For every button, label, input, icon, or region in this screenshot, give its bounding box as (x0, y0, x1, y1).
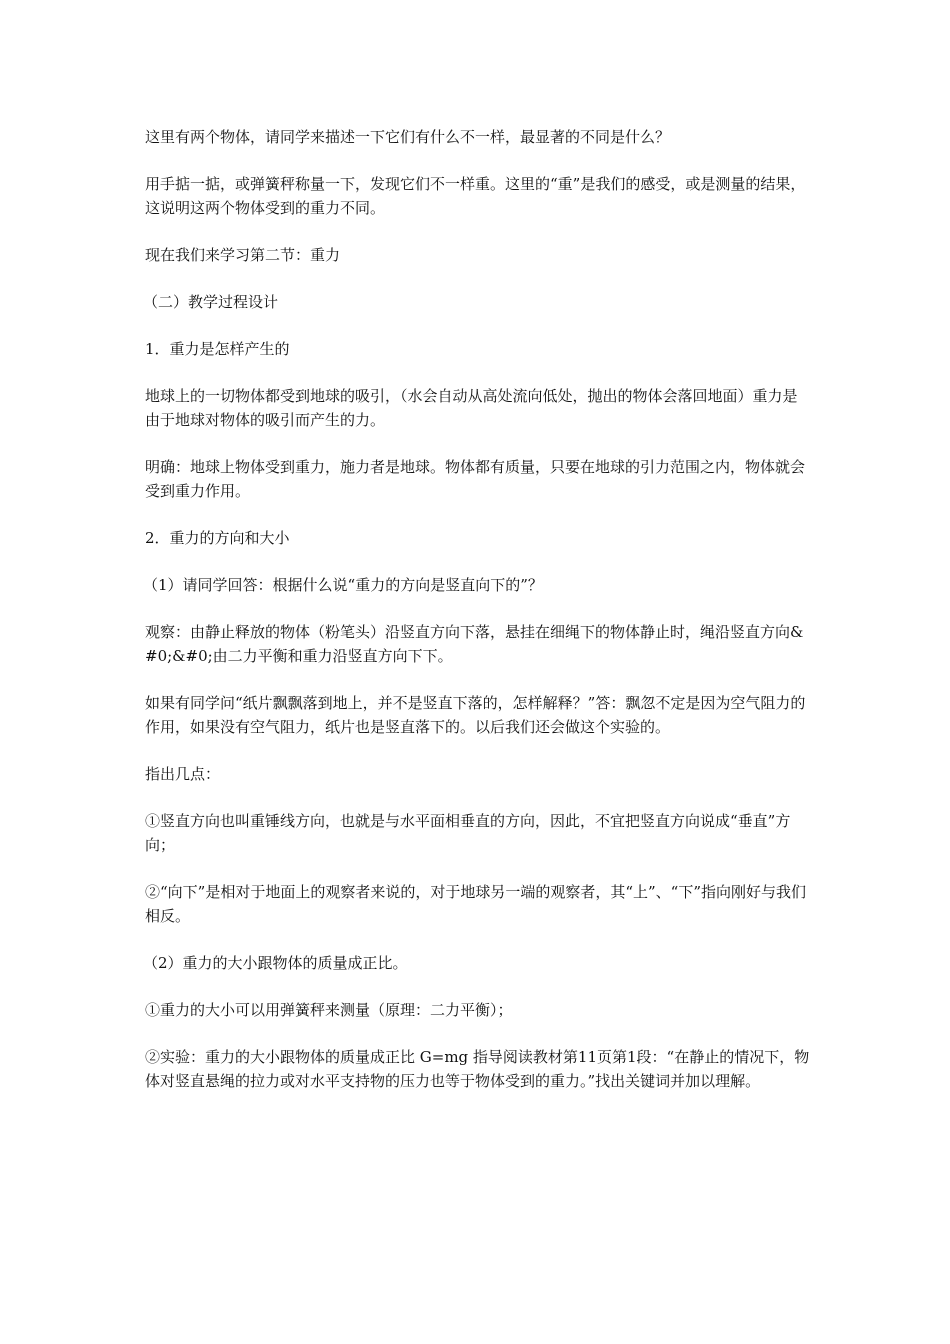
paragraph-question-direction: （1）请同学回答：根据什么说“重力的方向是竖直向下的”？ (143, 576, 543, 594)
paragraph-paper-falling: 如果有同学问“纸片飘飘落到地上，并不是竖直下落的，怎样解释？”答：飘忽不定是因为空气阻力的作用，如果没有空气阻力，纸片也是竖直落下的。以后我们还会做这个实验的。 (145, 694, 806, 736)
paragraph-clarify: 明确：地球上物体受到重力，施力者是地球。物体都有质量，只要在地球的引力范围之内，物体就会受到重力作用。 (145, 458, 806, 500)
paragraph-points-label: 指出几点： (145, 765, 221, 783)
paragraph-weight-feeling: 用手掂一掂，或弹簧秤称量一下，发现它们不一样重。这里的“重”是我们的感受，或是测量的结果，这说明这两个物体受到的重力不同。 (145, 175, 806, 217)
list-item-downward: ②“向下”是相对于地面上的观察者来说的，对于地球另一端的观察者，其“上”、“下”指向刚好与我们相反。 (145, 883, 807, 925)
heading-teaching-process: （二）教学过程设计 (143, 293, 279, 311)
list-item-vertical-direction: ①竖直方向也叫重锤线方向，也就是与水平面相垂直的方向，因此，不宜把竖直方向说成“垂直”方向； (145, 812, 791, 854)
heading-magnitude-proportional: （2）重力的大小跟物体的质量成正比。 (143, 954, 408, 972)
paragraph-intro-question: 这里有两个物体，请同学来描述一下它们有什么不一样，最显著的不同是什么？ (145, 128, 671, 146)
list-item-spring-scale: ①重力的大小可以用弹簧秤来测量（原理：二力平衡）； (145, 1001, 513, 1019)
document-body (145, 125, 810, 1116)
paragraph-earth-attraction: 地球上的一切物体都受到地球的吸引，（水会自动从高处流向低处，抛出的物体会落回地面）重力是由于地球对物体的吸引而产生的力。 (145, 387, 798, 429)
list-item-experiment: ②实验：重力的大小跟物体的质量成正比 G=mg 指导阅读教材第11页第1段：“在静止的情况下，物体对竖直悬绳的拉力或对水平支持物的压力也等于物体受到的重力。”找出关键词并加以理解。 (145, 1048, 810, 1090)
heading-gravity-origin: 1．重力是怎样产生的 (145, 340, 290, 358)
paragraph-section-intro: 现在我们来学习第二节：重力 (145, 246, 341, 264)
paragraph-observation: 观察：由静止释放的物体（粉笔头）沿竖直方向下落，悬挂在细绳下的物体静止时，绳沿竖直方向&#0;&#0;由二力平衡和重力沿竖直方向下下。 (145, 623, 804, 665)
heading-direction-magnitude: 2．重力的方向和大小 (145, 529, 290, 547)
